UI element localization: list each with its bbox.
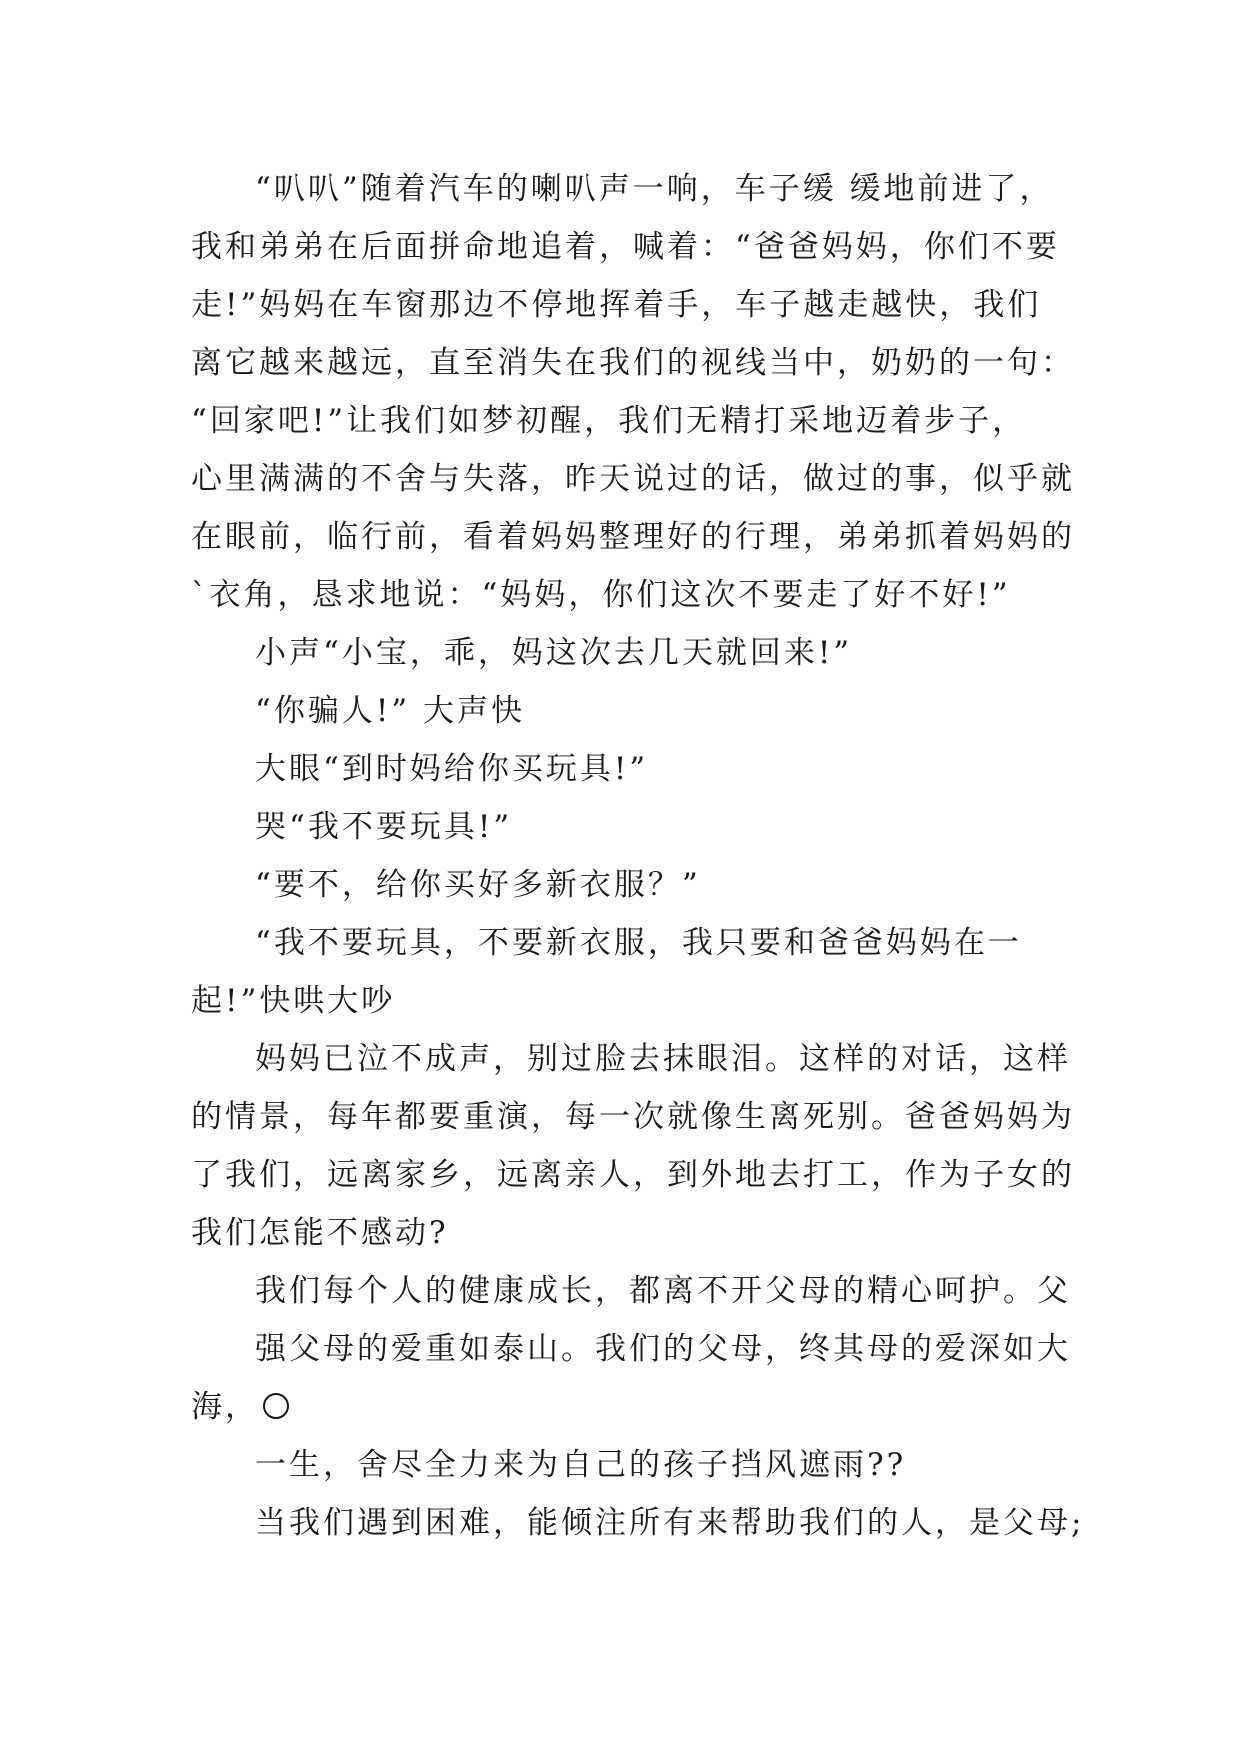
paragraph-line: 了我们，远离家乡，远离亲人，到外地去打工，作为子女的 xyxy=(191,1157,1075,1193)
paragraph-line: 我们每个人的健康成长，都离不开父母的精心呵护。父 xyxy=(255,1273,1071,1309)
dialogue-line: “你骗人!” 大声快 xyxy=(255,693,526,729)
dialogue-line: “要不，给你买好多新衣服？” xyxy=(255,867,701,903)
paragraph-line: 强父母的爱重如泰山。我们的父母，终其母的爱深如大 xyxy=(255,1331,1071,1367)
paragraph-line: 妈妈已泣不成声，别过脸去抹眼泪。这样的对话，这样 xyxy=(255,1041,1071,1077)
paragraph-line: 离它越来越远，直至消失在我们的视线当中，奶奶的一句： xyxy=(191,345,1075,381)
paragraph-line: 一生，舍尽全力来为自己的孩子挡风遮雨?? xyxy=(255,1447,907,1483)
paragraph-line: `衣角，恳求地说：“妈妈，你们这次不要走了好不好!” xyxy=(191,577,1011,613)
paragraph-line: 我们怎能不感动? xyxy=(191,1215,449,1251)
dialogue-line: 哭“我不要玩具!” xyxy=(255,809,513,845)
paragraph-line: 当我们遇到困难，能倾注所有来帮助我们的人，是父母; xyxy=(255,1505,1085,1541)
dialogue-line: 小声“小宝，乖，妈这次去几天就回来!” xyxy=(255,635,853,671)
paragraph-line: “回家吧!”让我们如梦初醒，我们无精打采地迈着步子， xyxy=(191,403,1027,439)
paragraph-line: 在眼前，临行前，看着妈妈整理好的行理，弟弟抓着妈妈的 xyxy=(191,519,1075,555)
paragraph-line-with-circle xyxy=(191,1378,1091,1436)
essay-body xyxy=(191,160,1091,1552)
paragraph-line: 我和弟弟在后面拼命地追着，喊着：“爸爸妈妈，你们不要 xyxy=(191,229,1060,265)
dialogue-line: 大眼“到时妈给你买玩具!” xyxy=(255,751,649,787)
circle-mark-icon xyxy=(263,1393,289,1419)
paragraph-line: 的情景，每年都要重演，每一次就像生离死别。爸爸妈妈为 xyxy=(191,1099,1075,1135)
paragraph-line: “叭叭”随着汽车的喇叭声一响，车子缓 缓地前进了， xyxy=(255,171,1054,207)
dialogue-line: “我不要玩具，不要新衣服，我只要和爸爸妈妈在一 xyxy=(255,925,1022,961)
paragraph-line: 心里满满的不舍与失落，昨天说过的话，做过的事，似乎就 xyxy=(191,461,1075,497)
paragraph-line-text: 海， xyxy=(191,1389,259,1425)
paragraph-line: 走!”妈妈在车窗那边不停地挥着手，车子越走越快，我们 xyxy=(191,287,1042,323)
dialogue-line: 起!”快哄大吵 xyxy=(191,983,396,1019)
